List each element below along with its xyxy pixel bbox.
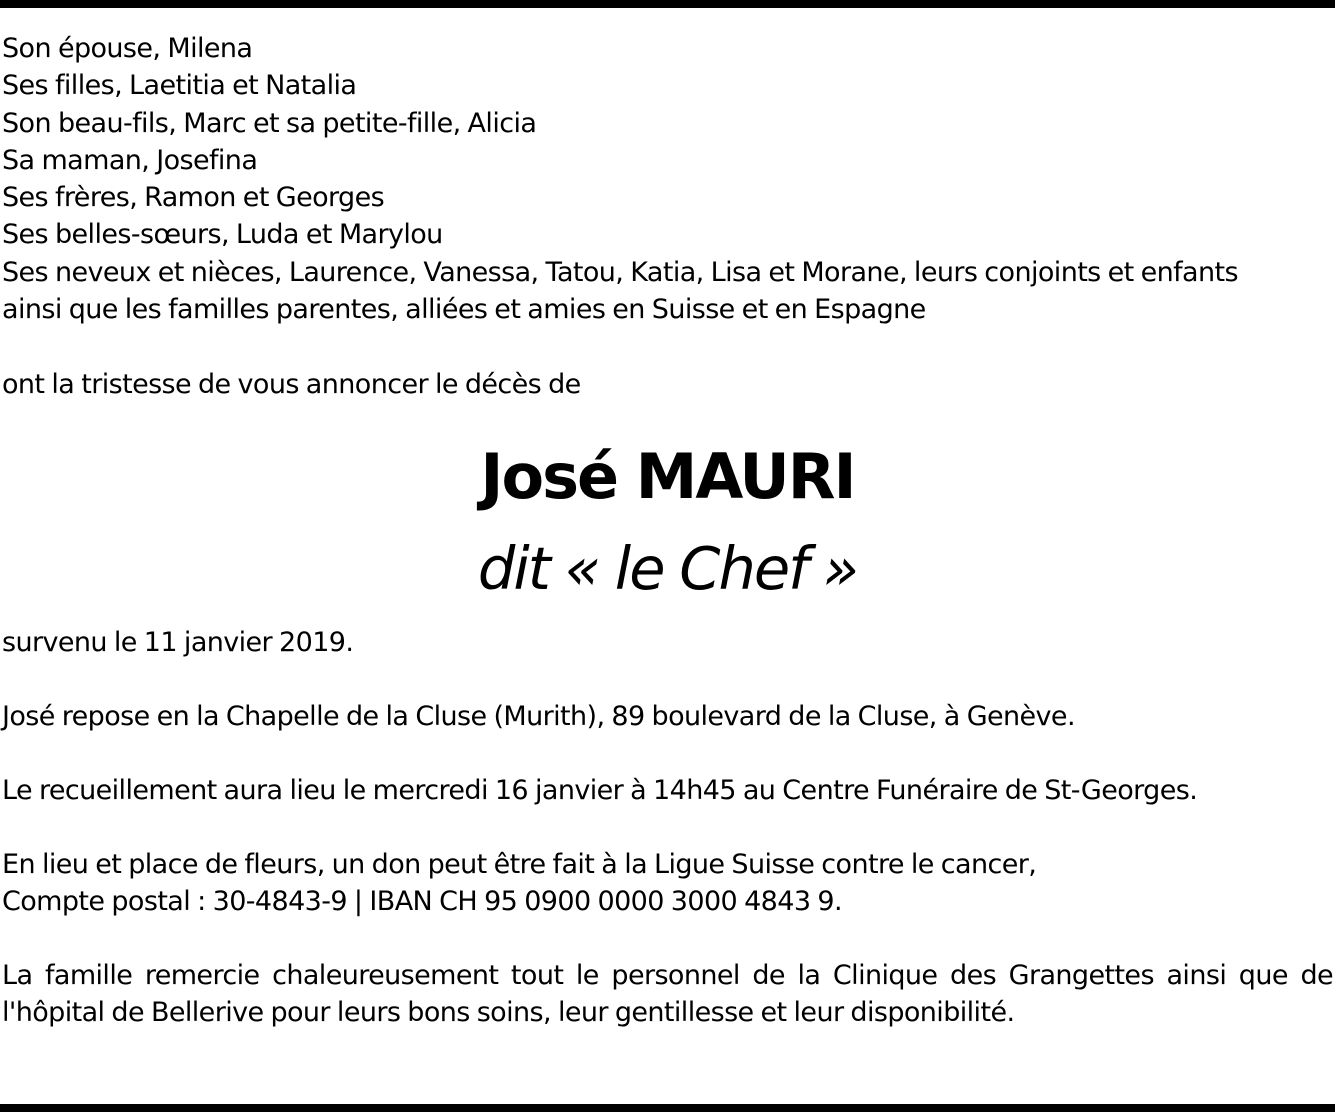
donation-line-2: Compte postal : 30-4843-9 | IBAN CH 95 0900 0000 3000 4843 9. bbox=[2, 886, 842, 918]
family-line-sisters-in-law: Ses belles-sœurs, Luda et Marylou bbox=[2, 219, 443, 251]
donation-info bbox=[2, 846, 1333, 920]
donation-line-1: En lieu et place de fleurs, un don peut être fait à la Ligue Suisse contre le cancer, bbox=[2, 849, 1037, 881]
obituary-notice bbox=[2, 30, 1333, 1031]
ceremony-info: Le recueillement aura lieu le mercredi 16 janvier à 14h45 au Centre Funéraire de St-Georges. bbox=[2, 775, 1198, 807]
thanks-message: La famille remercie chaleureusement tout le personnel de la Clinique des Grangettes ainsi que de l'hôpital de Bellerive pour leurs bons soins, leur gentillesse et leur disponibilité. bbox=[2, 960, 1333, 1029]
family-line-nephews-nieces: Ses neveux et nièces, Laurence, Vanessa, Tatou, Katia, Lisa et Morane, leurs conjoints et enfants bbox=[2, 256, 1238, 288]
announcement-intro: ont la tristesse de vous annoncer le décès de bbox=[2, 369, 581, 401]
family-line-spouse: Son épouse, Milena bbox=[2, 33, 253, 64]
family-line-relatives: ainsi que les familles parentes, alliées et amies en Suisse et en Espagne bbox=[2, 294, 926, 326]
top-border-rule bbox=[0, 0, 1335, 8]
deceased-nickname: dit « le Chef » bbox=[477, 534, 858, 604]
family-line-daughters: Ses filles, Laetitia et Natalia bbox=[2, 70, 357, 102]
family-list bbox=[2, 30, 1333, 328]
family-line-stepson: Son beau-fils, Marc et sa petite-fille, Alicia bbox=[2, 107, 537, 139]
bottom-border-rule bbox=[0, 1104, 1335, 1112]
family-line-brothers: Ses frères, Ramon et Georges bbox=[2, 182, 385, 214]
deceased-name: José MAURI bbox=[480, 440, 855, 514]
family-line-mother: Sa maman, Josefina bbox=[2, 144, 258, 176]
date-of-death: survenu le 11 janvier 2019. bbox=[2, 627, 354, 659]
resting-place: José repose en la Chapelle de la Cluse (Murith), 89 boulevard de la Cluse, à Genève. bbox=[2, 701, 1075, 733]
